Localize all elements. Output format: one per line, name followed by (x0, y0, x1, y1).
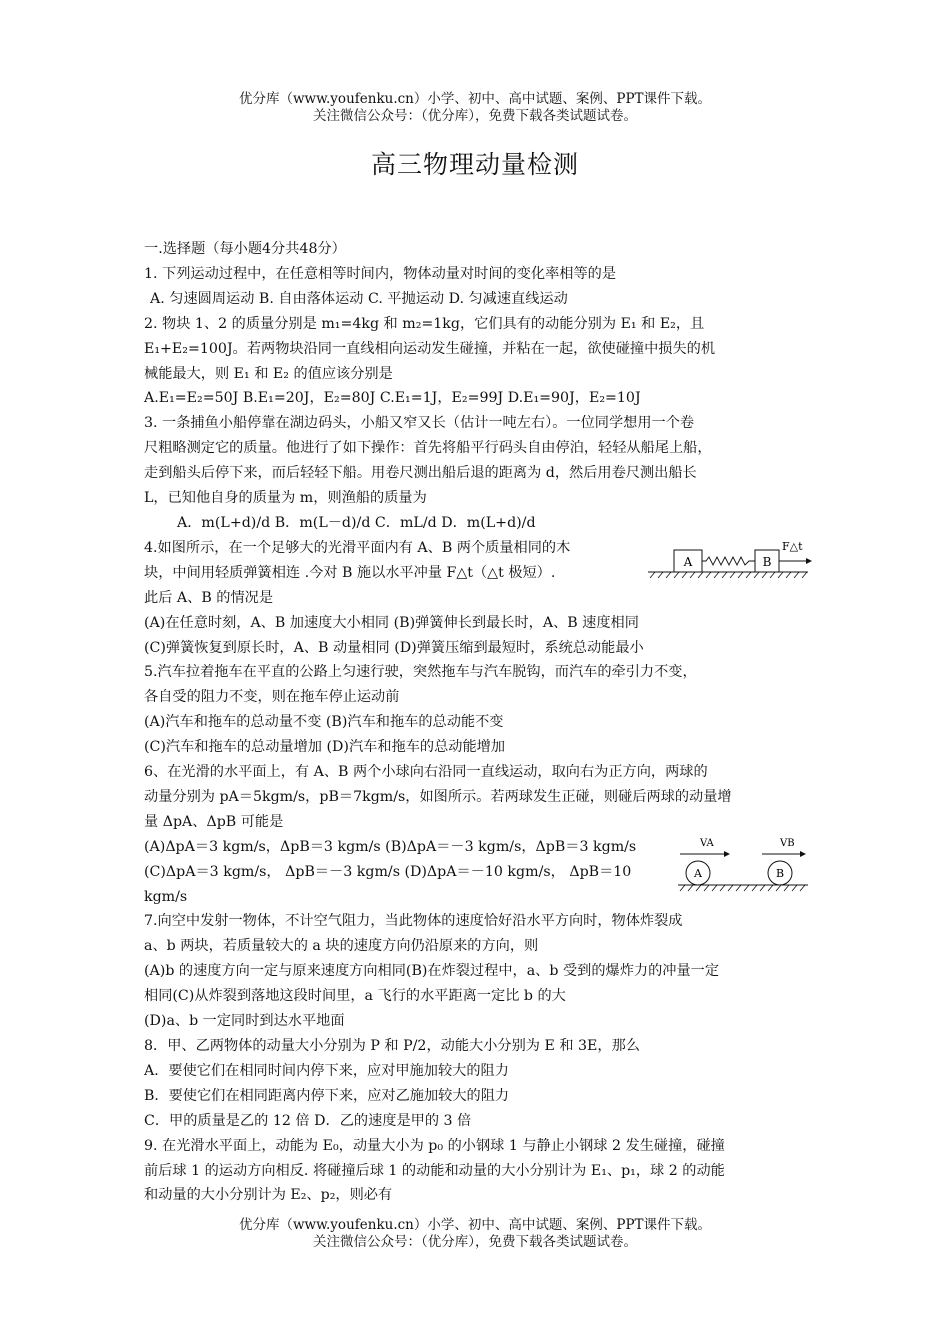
q5-options-2: (C)汽车和拖车的总动量增加 (D)汽车和拖车的总动能增加 (144, 739, 506, 756)
page-title: 高三物理动量检测 (370, 150, 579, 179)
q9-line-1: 9. 在光滑水平面上，动能为 E₀，动量大小为 p₀ 的小钢球 1 与静止小钢球 2 发生碰撞，碰撞 (144, 1137, 725, 1154)
q4-ground-hatch (650, 572, 807, 578)
q4-options-1: (A)在任意时刻，A、B 加速度大小相同 (B)弹簧伸长到最长时，A、B 速度相同 (144, 614, 639, 631)
page-footer (0, 1217, 950, 1251)
q3-line-1: 3. 一条捕鱼小船停靠在湖边码头，小船又窄又长（估计一吨左右）。一位同学想用一个卷 (144, 415, 695, 432)
q1-stem: 1. 下列运动过程中，在任意相等时间内，物体动量对时间的变化率相等的是 (144, 265, 617, 282)
q2-line-2: E₁+E₂=100J。若两物块沿同一直线相向运动发生碰撞，并粘在一起，欲使碰撞中损失的机 (144, 340, 716, 357)
q4-spring (702, 557, 755, 565)
q4-line-2: 块，中间用轻质弹簧相连 .今对 B 施以水平冲量 F△t（△t 极短）. (144, 564, 556, 581)
footer-line-2: 关注微信公众号：（优分库），免费下载各类试题试卷。 (313, 1234, 637, 1250)
q6-options-1: (A)ΔpA＝3 kgm/s，ΔpB＝3 kgm/s (B)ΔpA＝－3 kgm/s，ΔpB＝3 kgm/s (144, 838, 637, 855)
q7-line-3: (A)b 的速度方向一定与原来速度方向相同(B)在炸裂过程中，a、b 受到的爆炸力的冲量一定 (144, 963, 720, 980)
q4-figure (646, 538, 816, 582)
q6-label-a: A (694, 867, 702, 880)
q4-line-1: 4.如图所示，在一个足够大的光滑平面内有 A、B 两个质量相同的木 (144, 539, 571, 556)
q4-line-3: 此后 A、B 的情况是 (144, 589, 274, 606)
q8-line-4: C．甲的质量是乙的 12 倍 D．乙的速度是甲的 3 倍 (144, 1112, 472, 1129)
q3-line-4: L，已知他自身的质量为 m，则渔船的质量为 (144, 490, 427, 507)
q5-options-1: (A)汽车和拖车的总动量不变 (B)汽车和拖车的总动能不变 (144, 714, 504, 731)
q6-vb-arrowhead (800, 851, 806, 857)
q4-label-b: B (762, 555, 772, 569)
q6-options-2: (C)ΔpA＝3 kgm/s， ΔpB＝－3 kgm/s (D)ΔpA＝－10 kgm/s， ΔpB＝10 (144, 863, 632, 880)
q5-line-1: 5.汽车拉着拖车在平直的公路上匀速行驶，突然拖车与汽车脱钩，而汽车的牵引力不变， (144, 664, 697, 681)
footer-line-1: 优分库（www.youfenku.cn）小学、初中、高中试题、案例、PPT课件下载。 (238, 1217, 712, 1233)
q7-line-4: 相同(C)从炸裂到落地这段时间里，a 飞行的水平距离一定比 b 的大 (144, 988, 566, 1005)
q6-line-1: 6、在光滑的水平面上，有 A、B 两个小球向右沿同一直线运动，取向右为正方向，两球的 (144, 764, 708, 781)
q4-label-a: A (683, 555, 693, 569)
q5-line-2: 各自受的阻力不变，则在拖车停止运动前 (144, 689, 400, 706)
header-line-1: 优分库（www.youfenku.cn）小学、初中、高中试题、案例、PPT课件下载。 (238, 91, 712, 107)
q6-line-2: 动量分别为 pA＝5kgm/s，pB＝7kgm/s，如图所示。若两球发生正碰，则碰后两球的动量增 (144, 788, 732, 805)
q1-options: A. 匀速圆周运动 B. 自由落体运动 C. 平抛运动 D. 匀减速直线运动 (150, 290, 568, 307)
q6-label-va: VA (700, 838, 714, 849)
q3-options: A．m(L+d)/d B．m(L－d)/d C．mL/d D．m(L+d)/d (177, 514, 536, 531)
q8-line-1: 8．甲、乙两物体的动量大小分别为 P 和 P/2，动能大小分别为 E 和 3E，那么 (144, 1038, 640, 1054)
q7-line-5: (D)a、b 一定同时到达水平地面 (144, 1013, 345, 1030)
q3-line-2: 尺粗略测定它的质量。他进行了如下操作：首先将船平行码头自由停泊，轻轻从船尾上船， (144, 440, 712, 457)
q2-line-3: 械能最大，则 E₁ 和 E₂ 的值应该分别是 (144, 365, 393, 382)
q7-line-2: a、b 两块，若质量较大的 a 块的速度方向仍沿原来的方向，则 (144, 938, 539, 955)
section-heading: 一.选择题（每小题4分共48分） (144, 241, 346, 257)
q6-label-vb: VB (780, 838, 795, 849)
q2-options: A.E₁=E₂=50J B.E₁=20J，E₂=80J C.E₁=1J，E₂=99J D.E₁=90J，E₂=10J (144, 390, 641, 407)
q4-options-2: (C)弹簧恢复到原长时，A、B 动量相同 (D)弹簧压缩到最短时，系统总动能最小 (144, 639, 644, 656)
page-header (0, 91, 950, 125)
q4-label-force: F△t (782, 540, 803, 553)
q6-options-2-cont: kgm/s (144, 888, 188, 905)
q9-line-3: 和动量的大小分别计为 E₂、p₂，则必有 (144, 1187, 393, 1204)
q6-ground-hatch (680, 885, 805, 891)
header-line-2: 关注微信公众号：（优分库），免费下载各类试题试卷。 (313, 108, 637, 124)
q9-line-2: 前后球 1 的运动方向相反. 将碰撞后球 1 的动能和动量的大小分别计为 E₁、p₁，球 2 的动能 (144, 1162, 725, 1179)
q7-line-1: 7.向空中发射一物体，不计空气阻力，当此物体的速度恰好沿水平方向时，物体炸裂成 (144, 913, 683, 930)
q3-line-3: 走到船头后停下来，而后轻轻下船。用卷尺测出船后退的距离为 d，然后用卷尺测出船长 (144, 465, 697, 482)
q2-line-1: 2. 物块 1、2 的质量分别是 m₁=4kg 和 m₂=1kg，它们具有的动能分别为 E₁ 和 E₂，且 (144, 315, 705, 332)
q6-label-b: B (775, 867, 785, 880)
document-body (144, 237, 808, 1208)
q8-line-2: A．要使它们在相同时间内停下来，应对甲施加较大的阻力 (144, 1062, 509, 1079)
q4-force-arrowhead (806, 558, 812, 564)
q8-line-3: B．要使它们在相同距离内停下来，应对乙施加较大的阻力 (144, 1087, 510, 1104)
q6-figure (676, 834, 812, 896)
q6-va-arrowhead (724, 851, 730, 857)
q6-line-3: 量 ΔpA、ΔpB 可能是 (144, 813, 284, 830)
